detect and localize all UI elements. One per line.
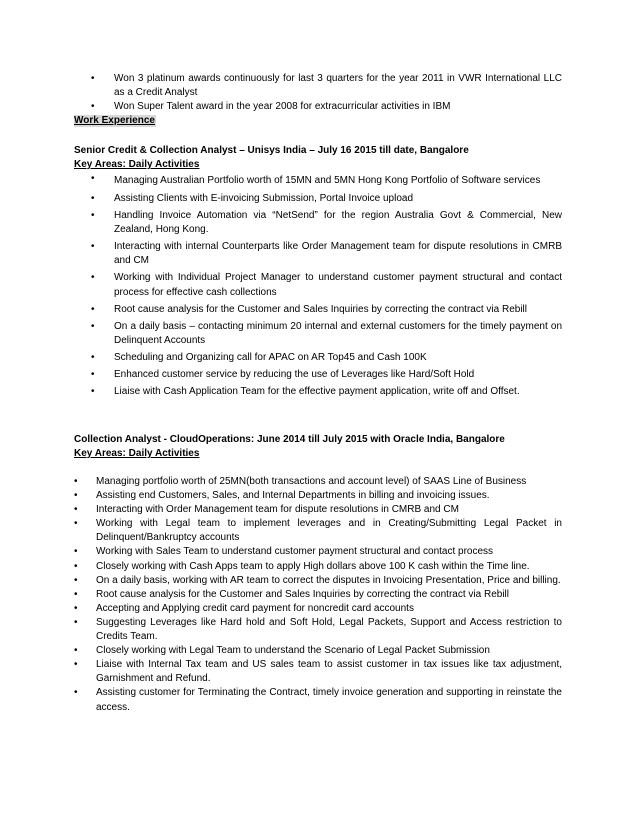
list-item: • Assisting Clients with E-invoicing Submission, Portal Invoice upload <box>0 192 562 206</box>
list-item: • Handling Invoice Automation via “NetSend” for the region Australia Govt & Commercial, New Zealand, Hong Kong. <box>91 210 562 236</box>
job2-key-areas: Key Areas: Daily Activities <box>74 448 200 459</box>
bullet-icon: • <box>91 241 95 253</box>
job1-title: Senior Credit & Collection Analyst – Unisys India – July 16 2015 till date, Bangalore <box>74 145 469 156</box>
bullet-icon: • <box>74 687 78 699</box>
bullet-icon: • <box>91 193 95 204</box>
bullet-icon: • <box>91 386 95 398</box>
list-item: • Closely working with Legal Team to understand the Scenario of Legal Packet Submission <box>0 644 562 658</box>
list-item: • Liaise with Internal Tax team and US sales team to assist customer in tax issues like tax adjustment, Garnishment and Refund. <box>74 659 562 685</box>
list-item: • Managing portfolio worth of 25MN(both transactions and account level) of SAAS Line of Business <box>0 475 562 489</box>
bullet-icon: • <box>91 73 95 84</box>
bullet-icon: • <box>91 320 95 332</box>
work-experience-heading: Work Experience <box>74 115 155 126</box>
job2-title: Collection Analyst - CloudOperations: June 2014 till July 2015 with Oracle India, Bangalore <box>74 434 505 445</box>
list-item: • Working with Individual Project Manager to understand customer payment structural and contact process for effective cash collections <box>91 272 562 298</box>
list-item: • Won 3 platinum awards continuously for last 3 quarters for the year 2011 in VWR International LLC as a Credit Analyst <box>91 73 562 99</box>
bullet-icon: • <box>74 518 78 530</box>
list-item: • Accepting and Applying credit card payment for noncredit card accounts <box>0 602 562 616</box>
list-item: • On a daily basis, working with AR team to correct the disputes in Invoicing Presentation, Price and billing. <box>0 574 562 588</box>
bullet-icon: • <box>91 272 95 284</box>
list-item: • Working with Legal team to implement leverages and in Creating/Submitting Legal Packet in Delinquent/Bankruptcy accounts <box>74 518 562 544</box>
bullet-icon: • <box>91 173 95 184</box>
job1-activities <box>0 172 562 399</box>
bullet-icon: • <box>74 490 78 502</box>
bullet-icon: • <box>91 303 95 315</box>
bullet-icon: • <box>91 101 95 113</box>
list-item: • Working with Sales Team to understand customer payment structural and contact process <box>0 545 562 559</box>
list-item: • Interacting with internal Counterparts like Order Management team for dispute resolutions in CMRB and CM <box>91 241 562 267</box>
bullet-icon: • <box>74 645 78 657</box>
list-item: • Suggesting Leverages like Hard hold and Soft Hold, Legal Packets, Support and Access restriction to Credits Team. <box>74 616 562 643</box>
list-item: • Scheduling and Organizing call for APAC on AR Top45 and Cash 100K <box>0 351 562 365</box>
list-item: • Managing Australian Portfolio worth of 15MN and 5MN Hong Kong Portfolio of Software services <box>91 173 541 186</box>
list-item: • Interacting with Order Management team for dispute resolutions in CMRB and CM <box>0 503 562 517</box>
bullet-icon: • <box>74 659 78 671</box>
bullet-icon: • <box>74 546 78 558</box>
bullet-icon: • <box>74 560 78 572</box>
bullet-icon: • <box>91 369 95 381</box>
list-item: • Enhanced customer service by reducing the use of Leverages like Hard/Soft Hold <box>0 368 562 382</box>
list-item: • Closely working with Cash Apps team to apply High dollars above 100 K cash within the Time line. <box>0 560 562 574</box>
bullet-icon: • <box>74 616 78 628</box>
bullet-icon: • <box>74 588 78 600</box>
awards-section <box>0 72 562 114</box>
bullet-icon: • <box>74 504 78 516</box>
job1-key-areas: Key Areas: Daily Activities <box>74 159 200 170</box>
bullet-icon: • <box>74 602 78 614</box>
bullet-icon: • <box>91 210 95 222</box>
job1-list <box>0 172 562 399</box>
list-item: • On a daily basis – contacting minimum 20 internal and external customers for the timely payment on Delinquent Accounts <box>91 320 562 346</box>
list-item: • Liaise with Cash Application Team for the effective payment application, write off and Offset. <box>0 385 562 399</box>
list-item: • Won Super Talent award in the year 2008 for extracurricular activities in IBM <box>0 100 562 114</box>
job2-activities <box>0 475 562 715</box>
bullet-icon: • <box>74 476 78 487</box>
list-item: • Assisting end Customers, Sales, and Internal Departments in billing and invoicing issues. <box>0 489 562 503</box>
list-item: • Assisting customer for Terminating the Contract, timely invoice generation and supporting in reinstate the access. <box>74 687 562 713</box>
bullet-icon: • <box>74 574 78 586</box>
bullet-icon: • <box>91 351 95 363</box>
awards-list <box>0 72 562 114</box>
job2-list <box>0 475 562 715</box>
list-item: • Root cause analysis for the Customer and Sales Inquiries by correcting the contract via Rebill <box>0 588 562 602</box>
list-item: • Root cause analysis for the Customer and Sales Inquiries by correcting the contract via Rebill <box>0 303 562 317</box>
